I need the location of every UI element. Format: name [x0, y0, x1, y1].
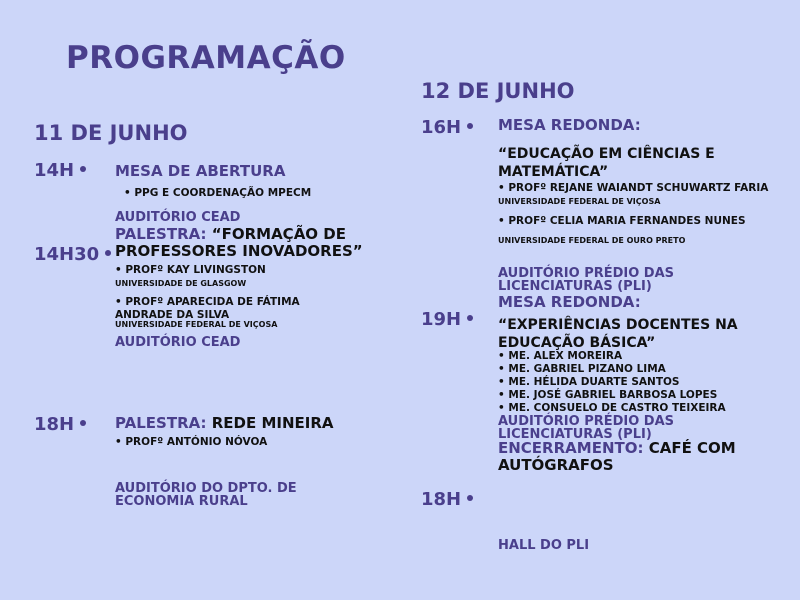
venue-label: AUDITÓRIO PRÉDIO DAS LICENCIATURAS (PLI) — [498, 266, 675, 294]
day-1-heading: 11 DE JUNHO — [34, 121, 188, 145]
speaker-name: • ME. ALEX MOREIRA — [498, 350, 623, 362]
event-heading-mesa-redonda: MESA REDONDA: — [498, 293, 641, 311]
speaker-institution: UNIVERSIDADE DE GLASGOW — [115, 279, 247, 288]
time-18h-day2: 18H — [421, 489, 473, 510]
event-item: • PPG E COORDENAÇÃO MPECM — [124, 187, 312, 199]
day-2-heading: 12 DE JUNHO — [421, 79, 575, 103]
speaker-name: • PROFº APARECIDA DE FÁTIMA ANDRADE DA SILVA — [115, 296, 300, 321]
bullet-dot — [467, 315, 473, 321]
speaker-institution: UNIVERSIDADE FEDERAL DE OURO PRETO — [498, 236, 686, 245]
venue-label: HALL DO PLI — [498, 538, 590, 553]
bullet-dot — [105, 250, 111, 256]
venue-label: AUDITÓRIO CEAD — [115, 210, 241, 225]
event-heading-mesa-redonda: MESA REDONDA: — [498, 116, 641, 134]
speaker-name: • ME. HÉLIDA DUARTE SANTOS — [498, 376, 680, 388]
time-14h30: 14H30 — [34, 244, 111, 265]
event-quote: “EXPERIÊNCIAS DOCENTES NA EDUCAÇÃO BÁSICA” — [498, 317, 738, 351]
bullet-dot — [467, 123, 473, 129]
speaker-name: • PROFº REJANE WAIANDT SCHUWARTZ FARIA — [498, 182, 769, 194]
time-16h: 16H — [421, 117, 473, 138]
event-heading-palestra-rede: PALESTRA: REDE MINEIRA — [115, 414, 334, 432]
time-19h: 19H — [421, 309, 473, 330]
speaker-name: • ME. GABRIEL PIZANO LIMA — [498, 363, 666, 375]
venue-label: AUDITÓRIO DO DPTO. DE ECONOMIA RURAL — [115, 481, 297, 509]
speaker-name: • ME. JOSÉ GABRIEL BARBOSA LOPES — [498, 389, 718, 401]
bullet-dot — [80, 166, 86, 172]
speaker-name: • PROFº CELIA MARIA FERNANDES NUNES — [498, 215, 746, 227]
speaker-name: • PROFº KAY LIVINGSTON — [115, 264, 266, 276]
speaker-name: • ME. CONSUELO DE CASTRO TEIXEIRA — [498, 402, 726, 414]
event-heading-mesa-abertura: MESA DE ABERTURA — [115, 162, 286, 180]
time-18h: 18H — [34, 414, 86, 435]
event-quote: “EDUCAÇÃO EM CIÊNCIAS E MATEMÁTICA” — [498, 146, 715, 180]
bullet-dot — [80, 420, 86, 426]
event-heading-palestra-formacao: PALESTRA: “FORMAÇÃO DE PROFESSORES INOVADORES” — [115, 225, 363, 260]
speaker-name: • PROFº ANTÓNIO NÓVOA — [115, 436, 268, 448]
bullet-dot — [467, 495, 473, 501]
venue-label: AUDITÓRIO PRÉDIO DAS LICENCIATURAS (PLI) — [498, 414, 675, 442]
speaker-institution: UNIVERSIDADE FEDERAL DE VIÇOSA — [498, 197, 661, 206]
speaker-institution: UNIVERSIDADE FEDERAL DE VIÇOSA — [115, 320, 278, 329]
event-heading-encerramento: ENCERRAMENTO: CAFÉ COM AUTÓGRAFOS — [498, 439, 736, 474]
page-title: PROGRAMAÇÃO — [66, 40, 346, 76]
time-14h: 14H — [34, 160, 86, 181]
venue-label: AUDITÓRIO CEAD — [115, 335, 241, 350]
